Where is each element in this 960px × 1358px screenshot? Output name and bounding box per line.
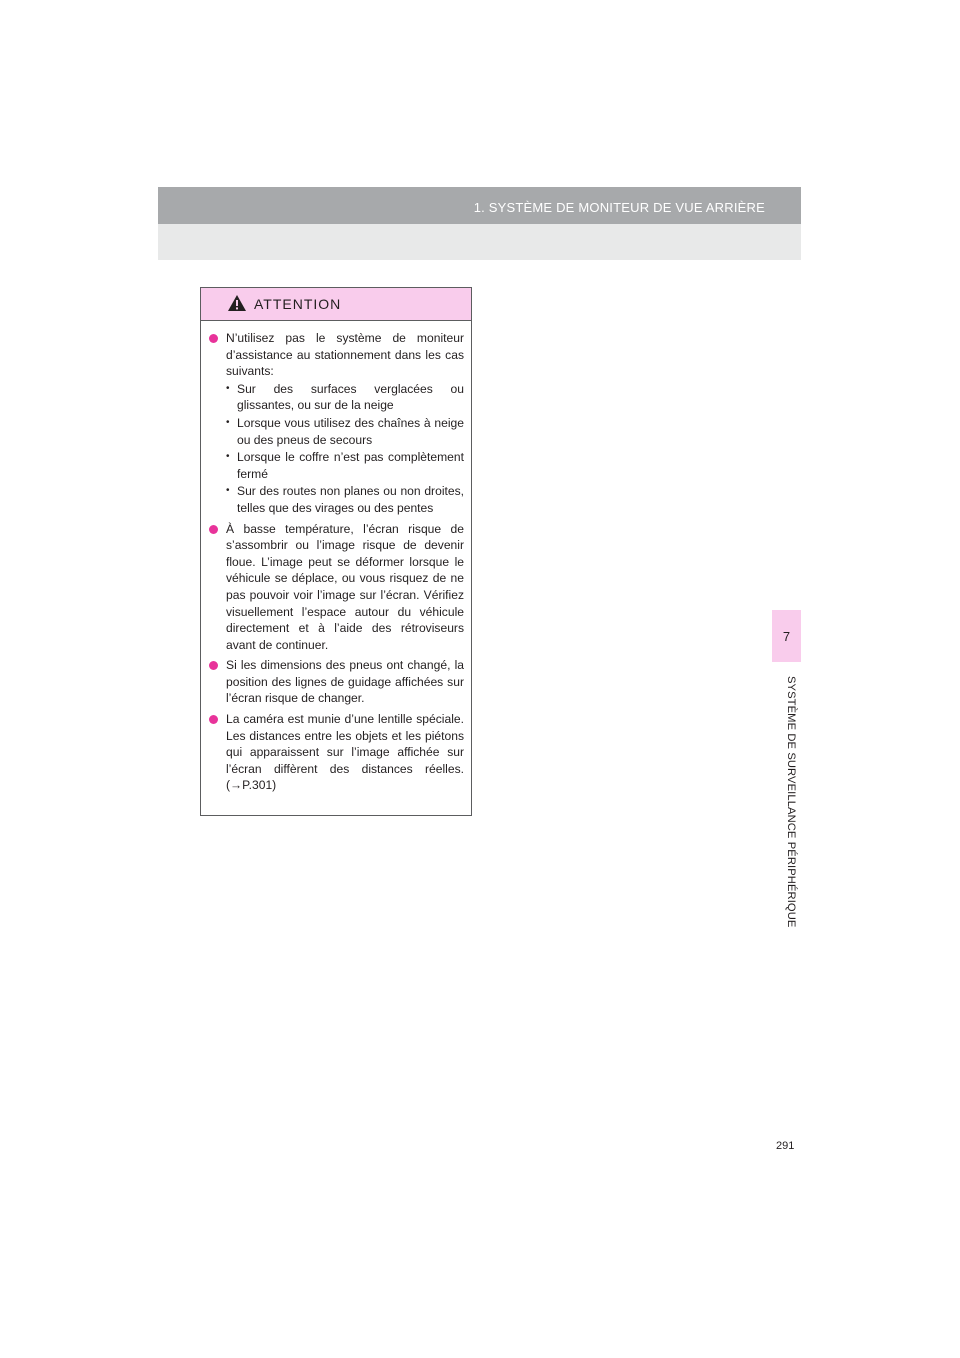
chapter-tab	[772, 610, 801, 662]
attention-subitem-text: Sur des surfaces verglacées ou glissantes, ou sur de la neige	[237, 381, 464, 413]
attention-item	[209, 330, 464, 517]
attention-subitem-text: Lorsque le coffre n’est pas complètement fermé	[237, 450, 464, 481]
chapter-title: SYSTÈME DE SURVEILLANCE PÉRIPHÉRIQUE	[785, 676, 797, 928]
attention-item-text: N’utilisez pas le système de moniteur d’assistance au stationnement dans les cas suivants:	[226, 331, 464, 379]
attention-subitem	[226, 483, 464, 516]
attention-item	[209, 521, 464, 654]
chapter-side-label	[769, 676, 803, 956]
header-strip	[158, 187, 801, 224]
attention-subitem-text: Lorsque vous utilisez des chaînes à neige ou des pneus de secours	[237, 415, 464, 447]
attention-title: ATTENTION	[254, 296, 342, 312]
attention-subitem	[226, 415, 464, 448]
attention-subitem-text: Sur des routes non planes ou non droites, telles que des virages ou des pentes	[237, 484, 464, 515]
attention-subitem	[226, 449, 464, 482]
page-number: 291	[776, 1140, 795, 1152]
attention-item	[209, 711, 464, 794]
attention-item-text: À basse température, l’écran risque de s’assombrir ou l’image risque de devenir floue. L’image peut se déformer lorsque le véhicule se déplace, ou vous risquez de ne pas pouvoir voir l’image sur l’écran. Vérifiez visuellement l’espace autour du véhicule directement et à l’aide des rétroviseurs avant de continuer.	[226, 521, 464, 652]
attention-subitem	[226, 381, 464, 414]
section-title: 1. SYSTÈME DE MONITEUR DE VUE ARRIÈRE	[473, 200, 765, 215]
attention-body	[201, 321, 471, 794]
page-header	[158, 187, 801, 260]
attention-item	[209, 657, 464, 707]
attention-header	[201, 288, 471, 321]
attention-box	[200, 287, 472, 816]
attention-item-text: Si les dimensions des pneus ont changé, la position des lignes de guidage affichées sur l’écran risque de changer.	[226, 658, 464, 706]
attention-item-text: La caméra est munie d’une lentille spéciale. Les distances entre les objets et les piétons qui apparaissent sur l’image affichée sur l’écran diffèrent des distances réelles. (→P.301)	[226, 712, 464, 793]
chapter-number: 7	[782, 629, 791, 644]
warning-triangle-icon	[227, 294, 247, 312]
